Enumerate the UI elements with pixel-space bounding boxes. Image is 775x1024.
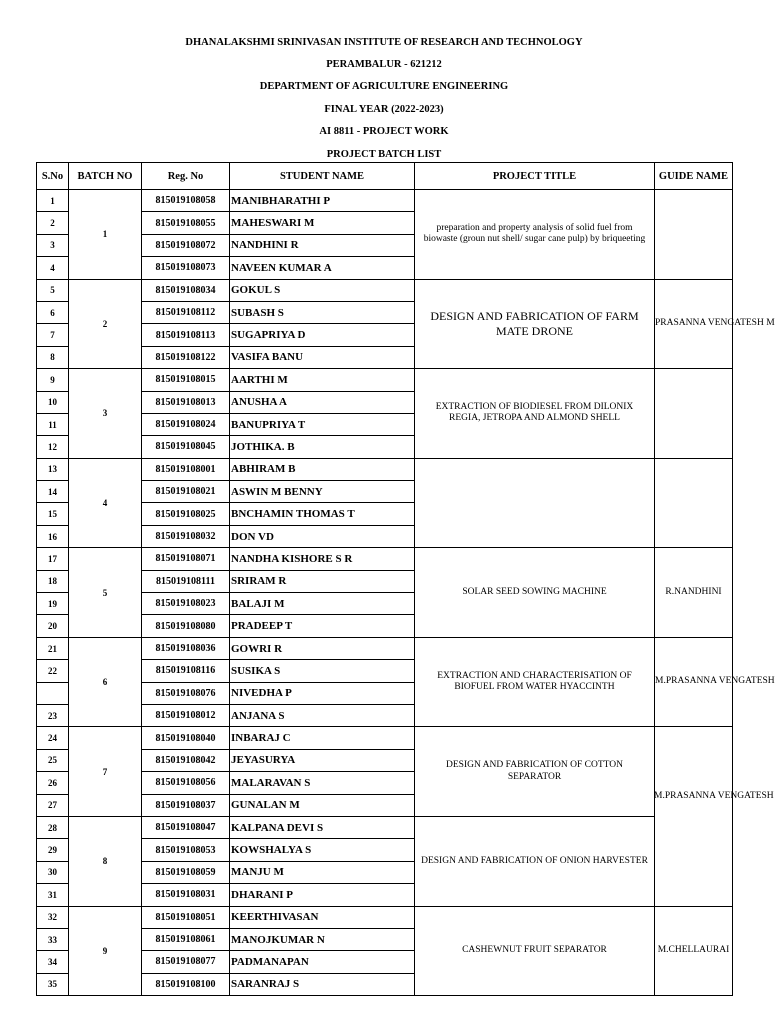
student-name-cell: DHARANI P: [230, 884, 415, 906]
batch-number-cell: 5: [69, 548, 142, 638]
guide-name-cell: [655, 369, 733, 459]
sno-cell: 28: [37, 816, 69, 838]
sno-cell: 31: [37, 884, 69, 906]
student-name-cell: SARANRAJ S: [230, 973, 415, 995]
table-row: [37, 637, 733, 659]
table-row: [37, 727, 733, 749]
reg-number-cell: 815019108073: [142, 257, 230, 279]
student-name-cell: MALARAVAN S: [230, 772, 415, 794]
sno-cell: 19: [37, 593, 69, 615]
guide-name-cell: PRASANNA VENGATESH M: [655, 279, 733, 369]
sno-cell: 35: [37, 973, 69, 995]
guide-name-cell: [654, 727, 774, 906]
reg-number-cell: 815019108021: [142, 481, 230, 503]
student-name-cell: MANJU M: [230, 861, 415, 883]
student-name-cell: NANDHA KISHORE S R: [230, 548, 415, 570]
student-name-cell: ANJANA S: [230, 704, 415, 726]
reg-number-cell: 815019108047: [142, 816, 230, 838]
student-name-cell: PRADEEP T: [230, 615, 415, 637]
reg-number-cell: 815019108080: [142, 615, 230, 637]
col-header-title: PROJECT TITLE: [415, 163, 655, 190]
student-name-cell: SRIRAM R: [230, 570, 415, 592]
reg-number-cell: 815019108015: [142, 369, 230, 391]
table-row: [37, 279, 733, 301]
sno-cell: 16: [37, 525, 69, 547]
student-name-cell: BANUPRIYA T: [230, 413, 415, 435]
reg-number-cell: 815019108032: [142, 525, 230, 547]
student-name-cell: VASIFA BANU: [230, 346, 415, 368]
student-name-cell: SUGAPRIYA D: [230, 324, 415, 346]
project-title-cell: [415, 458, 655, 548]
sno-cell: 18: [37, 570, 69, 592]
batch-number-cell: 7: [69, 727, 142, 817]
student-name-cell: INBARAJ C: [230, 727, 415, 749]
reg-number-cell: 815019108001: [142, 458, 230, 480]
sno-cell: 1: [37, 190, 69, 212]
student-name-cell: BNCHAMIN THOMAS T: [230, 503, 415, 525]
student-name-cell: MANOJKUMAR N: [230, 928, 415, 950]
reg-number-cell: 815019108031: [142, 884, 230, 906]
reg-number-cell: 815019108012: [142, 704, 230, 726]
reg-number-cell: 815019108072: [142, 234, 230, 256]
sno-cell: 30: [37, 861, 69, 883]
batch-number-cell: 1: [69, 190, 142, 280]
sno-cell: 8: [37, 346, 69, 368]
student-name-cell: NAVEEN KUMAR A: [230, 257, 415, 279]
batch-table: [36, 162, 775, 996]
institute-city: PERAMBALUR - 621212: [326, 59, 442, 70]
batch-number-cell: 8: [69, 816, 142, 906]
reg-number-cell: 815019108034: [142, 279, 230, 301]
sno-cell: 9: [37, 369, 69, 391]
student-name-cell: ABHIRAM B: [230, 458, 415, 480]
sno-cell: 25: [37, 749, 69, 771]
reg-number-cell: 815019108040: [142, 727, 230, 749]
reg-number-cell: 815019108042: [142, 749, 230, 771]
project-title-cell: SOLAR SEED SOWING MACHINE: [415, 548, 655, 638]
reg-number-cell: 815019108077: [142, 951, 230, 973]
student-name-cell: SUSIKA S: [230, 660, 415, 682]
student-name-cell: ASWIN M BENNY: [230, 481, 415, 503]
batch-number-cell: 4: [69, 458, 142, 548]
student-name-cell: PADMANAPAN: [230, 951, 415, 973]
project-title-cell: DESIGN AND FABRICATION OF FARM MATE DRONE: [415, 279, 655, 369]
sno-cell: 27: [37, 794, 69, 816]
guide-name-cell: [655, 190, 733, 280]
student-name-cell: GOKUL S: [230, 279, 415, 301]
project-title-cell: EXTRACTION OF BIODIESEL FROM DILONIX REGIA, JETROPA AND ALMOND SHELL: [415, 369, 655, 459]
project-title-cell: DESIGN AND FABRICATION OF COTTON SEPARATOR: [415, 727, 655, 817]
table-row: [37, 906, 733, 928]
reg-number-cell: 815019108059: [142, 861, 230, 883]
student-name-cell: BALAJI M: [230, 593, 415, 615]
col-header-student: STUDENT NAME: [230, 163, 415, 190]
reg-number-cell: 815019108023: [142, 593, 230, 615]
reg-number-cell: 815019108024: [142, 413, 230, 435]
guide-name-cell: [655, 458, 733, 548]
col-header-sno: S.No: [37, 163, 69, 190]
sno-cell: [37, 682, 69, 704]
sno-cell: 10: [37, 391, 69, 413]
reg-number-cell: 815019108056: [142, 772, 230, 794]
sno-cell: 22: [37, 660, 69, 682]
reg-number-cell: 815019108051: [142, 906, 230, 928]
reg-number-cell: 815019108071: [142, 548, 230, 570]
table-row: [37, 548, 733, 570]
academic-year: FINAL YEAR (2022-2023): [324, 104, 444, 115]
col-header-batch: BATCH NO: [69, 163, 142, 190]
sno-cell: 15: [37, 503, 69, 525]
reg-number-cell: 815019108036: [142, 637, 230, 659]
reg-number-cell: 815019108053: [142, 839, 230, 861]
sno-cell: 12: [37, 436, 69, 458]
reg-number-cell: 815019108122: [142, 346, 230, 368]
student-name-cell: JOTHIKA. B: [230, 436, 415, 458]
reg-number-cell: 815019108100: [142, 973, 230, 995]
table-header-row: [37, 163, 733, 190]
sno-cell: 20: [37, 615, 69, 637]
reg-number-cell: 815019108061: [142, 928, 230, 950]
sno-cell: 32: [37, 906, 69, 928]
student-name-cell: KEERTHIVASAN: [230, 906, 415, 928]
student-name-cell: ANUSHA A: [230, 391, 415, 413]
reg-number-cell: 815019108113: [142, 324, 230, 346]
sno-cell: 33: [37, 928, 69, 950]
col-header-reg: Reg. No: [142, 163, 230, 190]
sno-cell: 21: [37, 637, 69, 659]
sno-cell: 4: [37, 257, 69, 279]
sno-cell: 13: [37, 458, 69, 480]
reg-number-cell: 815019108111: [142, 570, 230, 592]
student-name-cell: MANIBHARATHI P: [230, 190, 415, 212]
student-name-cell: DON VD: [230, 525, 415, 547]
batch-number-cell: 2: [69, 279, 142, 369]
sno-cell: 6: [37, 301, 69, 323]
institute-name: DHANALAKSHMI SRINIVASAN INSTITUTE OF RESEARCH AND TECHNOLOGY: [185, 37, 583, 48]
batch-number-cell: 9: [69, 906, 142, 996]
shared-guide-name: M.PRASANNA VENGATESH: [654, 791, 774, 801]
project-title-cell: preparation and property analysis of solid fuel from biowaste (groun nut shell/ sugar cane pulp) by briqueeting: [415, 190, 655, 280]
reg-number-cell: 815019108076: [142, 682, 230, 704]
table-row: [37, 190, 733, 212]
sno-cell: 14: [37, 481, 69, 503]
student-name-cell: KALPANA DEVI S: [230, 816, 415, 838]
table-row: [37, 458, 733, 480]
reg-number-cell: 815019108025: [142, 503, 230, 525]
col-header-guide: GUIDE NAME: [655, 163, 733, 190]
reg-number-cell: 815019108013: [142, 391, 230, 413]
sno-cell: 5: [37, 279, 69, 301]
table-row: [37, 816, 733, 838]
sno-cell: 7: [37, 324, 69, 346]
guide-name-cell: M.CHELLAURAI: [655, 906, 733, 996]
reg-number-cell: 815019108055: [142, 212, 230, 234]
sno-cell: 34: [37, 951, 69, 973]
sno-cell: 2: [37, 212, 69, 234]
project-title-cell: DESIGN AND FABRICATION OF ONION HARVESTER: [415, 816, 655, 906]
sno-cell: 26: [37, 772, 69, 794]
guide-name-cell: R.NANDHINI: [655, 548, 733, 638]
list-title: PROJECT BATCH LIST: [326, 149, 442, 160]
table-body: [37, 190, 775, 996]
student-name-cell: KOWSHALYA S: [230, 839, 415, 861]
student-name-cell: GUNALAN M: [230, 794, 415, 816]
student-name-cell: AARTHI M: [230, 369, 415, 391]
sno-cell: 24: [37, 727, 69, 749]
course-title: AI 8811 - PROJECT WORK: [319, 126, 449, 137]
table-row: [37, 369, 733, 391]
sno-cell: 17: [37, 548, 69, 570]
student-name-cell: MAHESWARI M: [230, 212, 415, 234]
student-name-cell: NIVEDHA P: [230, 682, 415, 704]
student-name-cell: GOWRI R: [230, 637, 415, 659]
sno-cell: 29: [37, 839, 69, 861]
guide-name-cell: M.PRASANNA VENGATESH: [655, 637, 733, 727]
reg-number-cell: 815019108045: [142, 436, 230, 458]
sno-cell: 3: [37, 234, 69, 256]
reg-number-cell: 815019108112: [142, 301, 230, 323]
reg-number-cell: 815019108037: [142, 794, 230, 816]
project-title-cell: EXTRACTION AND CHARACTERISATION OF BIOFUEL FROM WATER HYACCINTH: [415, 637, 655, 727]
batch-number-cell: 6: [69, 637, 142, 727]
department-name: DEPARTMENT OF AGRICULTURE ENGINEERING: [259, 81, 509, 92]
reg-number-cell: 815019108058: [142, 190, 230, 212]
sno-cell: 11: [37, 413, 69, 435]
student-name-cell: SUBASH S: [230, 301, 415, 323]
reg-number-cell: 815019108116: [142, 660, 230, 682]
sno-cell: 23: [37, 704, 69, 726]
student-name-cell: NANDHINI R: [230, 234, 415, 256]
student-name-cell: JEYASURYA: [230, 749, 415, 771]
batch-number-cell: 3: [69, 369, 142, 459]
project-title-cell: CASHEWNUT FRUIT SEPARATOR: [415, 906, 655, 996]
